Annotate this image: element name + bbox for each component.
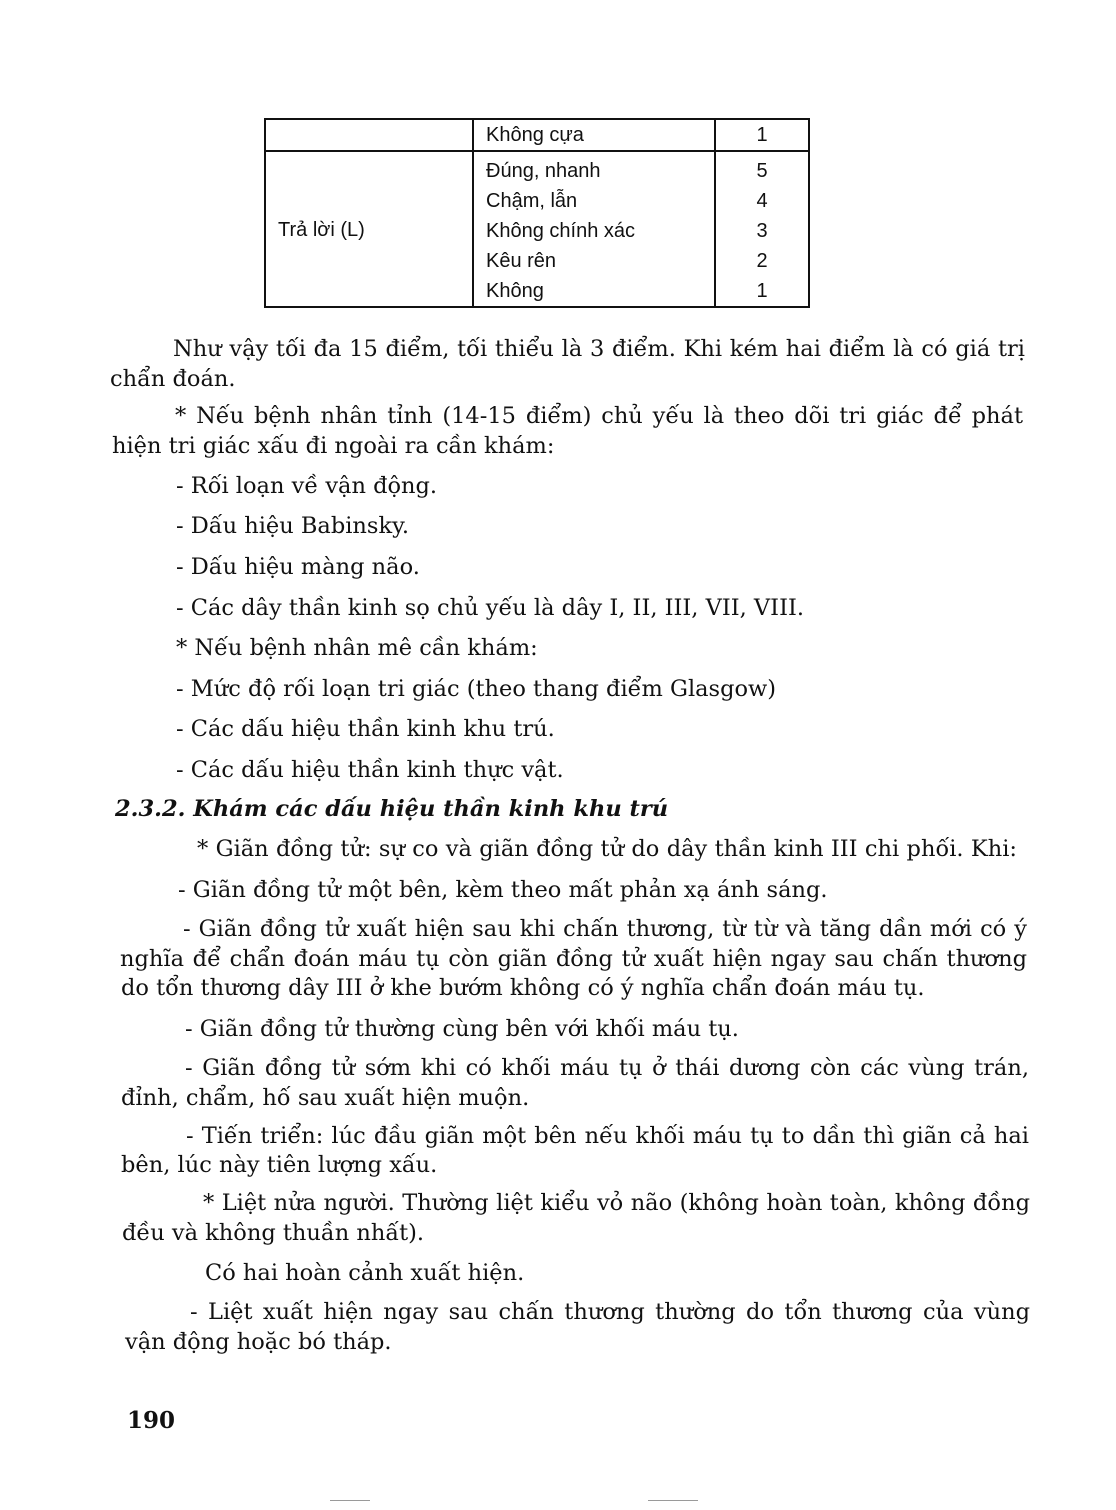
list-item: - Các dấu hiệu thần kinh thực vật. xyxy=(176,757,564,783)
table-cell-score: 1 xyxy=(756,124,768,146)
table-cell-response: Đúng, nhanh xyxy=(486,160,601,182)
scan-artifact-line xyxy=(648,1500,698,1501)
paragraph-line: vận động hoặc bó tháp. xyxy=(125,1329,392,1355)
section-heading: 2.3.2. Khám các dấu hiệu thần kinh khu trú xyxy=(115,796,669,822)
paragraph-line: * Nếu bệnh nhân mê cần khám: xyxy=(176,635,538,661)
paragraph-line: chẩn đoán. xyxy=(110,366,236,392)
table-cell-score: 1 xyxy=(756,280,768,302)
list-item: - Giãn đồng tử sớm khi có khối máu tụ ở thái dương còn các vùng trán, xyxy=(185,1055,1029,1081)
scan-artifact-line xyxy=(330,1500,370,1501)
table-cell-score: 2 xyxy=(756,250,768,272)
paragraph-line: hiện tri giác xấu đi ngoài ra cần khám: xyxy=(112,433,555,459)
paragraph-line: đỉnh, chẩm, hố sau xuất hiện muộn. xyxy=(121,1085,530,1111)
table-cell-response: Chậm, lẫn xyxy=(486,190,578,212)
paragraph-line: do tổn thương dây III ở khe bướm không có ý nghĩa chẩn đoán máu tụ. xyxy=(121,975,925,1001)
table-cell-response: Kêu rên xyxy=(486,250,557,272)
table-cell-response: Không cựa xyxy=(486,124,584,146)
table-cell-response: Không chính xác xyxy=(486,220,635,242)
paragraph-line: nghĩa để chẩn đoán máu tụ còn giãn đồng tử xuất hiện ngay sau chấn thương xyxy=(120,946,1027,972)
list-item: - Rối loạn về vận động. xyxy=(176,473,438,499)
list-item: - Dấu hiệu Babinsky. xyxy=(176,513,409,539)
list-item: - Giãn đồng tử thường cùng bên với khối máu tụ. xyxy=(185,1016,739,1042)
paragraph-line: Có hai hoàn cảnh xuất hiện. xyxy=(205,1260,525,1286)
paragraph-line: bên, lúc này tiên lượng xấu. xyxy=(121,1152,438,1178)
table-cell-score: 5 xyxy=(756,160,768,182)
list-item: - Các dây thần kinh sọ chủ yếu là dây I, II, III, VII, VIII. xyxy=(176,595,805,621)
paragraph-line: đều và không thuần nhất). xyxy=(122,1220,425,1246)
paragraph-line: Như vậy tối đa 15 điểm, tối thiểu là 3 điểm. Khi kém hai điểm là có giá trị xyxy=(173,336,1025,362)
list-item: - Tiến triển: lúc đầu giãn một bên nếu khối máu tụ to dần thì giãn cả hai xyxy=(186,1123,1029,1149)
table-divider xyxy=(472,120,474,306)
table-cell-response: Không xyxy=(486,280,544,302)
table-divider xyxy=(266,150,808,152)
table-divider xyxy=(714,120,716,306)
glasgow-score-table xyxy=(264,118,810,308)
paragraph-line: * Giãn đồng tử: sự co và giãn đồng tử do dây thần kinh III chi phối. Khi: xyxy=(197,836,1017,862)
table-cell-category: Trả lời (L) xyxy=(278,219,365,241)
paragraph-line: * Liệt nửa người. Thường liệt kiểu vỏ não (không hoàn toàn, không đồng xyxy=(203,1190,1030,1216)
list-item: - Dấu hiệu màng não. xyxy=(176,554,420,580)
list-item: - Giãn đồng tử một bên, kèm theo mất phản xạ ánh sáng. xyxy=(178,877,828,903)
table-cell-score: 4 xyxy=(756,190,768,212)
list-item: - Mức độ rối loạn tri giác (theo thang điểm Glasgow) xyxy=(176,676,777,702)
list-item: - Giãn đồng tử xuất hiện sau khi chấn thương, từ từ và tăng dần mới có ý xyxy=(183,916,1027,942)
paragraph-line: * Nếu bệnh nhân tỉnh (14-15 điểm) chủ yếu là theo dõi tri giác để phát xyxy=(175,403,1023,429)
table-cell-score: 3 xyxy=(756,220,768,242)
list-item: - Các dấu hiệu thần kinh khu trú. xyxy=(176,716,555,742)
page-number: 190 xyxy=(127,1407,176,1434)
list-item: - Liệt xuất hiện ngay sau chấn thương thường do tổn thương của vùng xyxy=(190,1299,1030,1325)
